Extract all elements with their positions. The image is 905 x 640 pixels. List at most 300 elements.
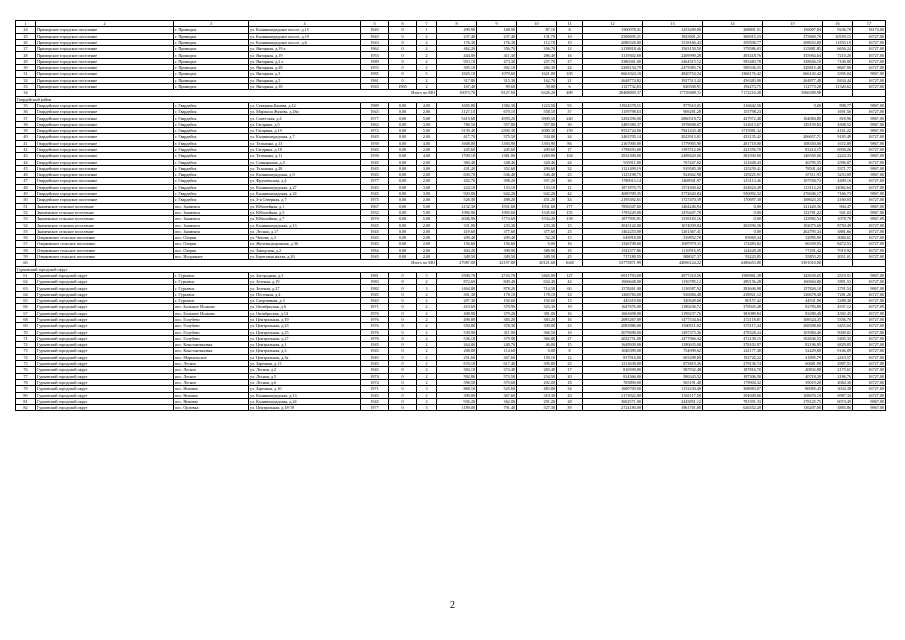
table-cell: 12: [557, 354, 583, 360]
table-cell: 0: [389, 342, 417, 348]
table-cell: 557,80: [477, 121, 517, 127]
table-cell: 16727,00: [853, 146, 886, 152]
table-cell: Гвардейское городское поселение: [36, 121, 174, 127]
table-cell: 872,60: [437, 279, 477, 285]
table-cell: 16727,00: [853, 298, 886, 304]
table-cell: 5,00: [417, 128, 437, 134]
table-cell: 0,00: [389, 159, 417, 165]
table-cell: 1962: [361, 121, 389, 127]
table-cell: 1943: [361, 39, 389, 45]
table-cell: 714,50: [517, 285, 557, 291]
table-cell: 8434,44: [823, 77, 853, 83]
subtotal-cell: 44096124,22: [643, 260, 703, 266]
table-cell: г. Приморск: [174, 52, 249, 58]
table-cell: ул. Лесная, д.6: [249, 379, 361, 385]
table-cell: 133,10: [477, 184, 517, 190]
table-cell: 1589961,39: [703, 272, 763, 278]
table-cell: ул. Калининградская, д.9: [249, 172, 361, 178]
table-cell: 301,30: [437, 291, 477, 297]
table-cell: 20: [557, 392, 583, 398]
table-cell: 2132,30: [437, 203, 477, 209]
table-cell: 2: [417, 323, 437, 329]
row-number: 61: [16, 272, 36, 278]
table-cell: 32: [557, 165, 583, 171]
table-cell: 0,00: [389, 253, 417, 259]
table-cell: 3298154,79: [583, 65, 643, 71]
table-cell: г. Гвардейск: [174, 102, 249, 108]
table-cell: 498,20: [477, 197, 517, 203]
table-cell: 11835,10: [823, 39, 853, 45]
table-cell: 588027,37: [643, 253, 703, 259]
table-cell: 15: [557, 342, 583, 348]
table-cell: 209,40: [437, 235, 477, 241]
table-cell: 754999,62: [643, 348, 703, 354]
table-cell: 1945: [361, 348, 389, 354]
table-cell: Знаменское сельское поселение: [36, 222, 174, 228]
table-cell: ул. Лесная, д.5: [249, 373, 361, 379]
table-cell: 1977: [361, 115, 389, 121]
table-cell: 122781,22: [763, 209, 823, 215]
row-number: 58: [16, 247, 36, 253]
table-cell: г. Приморск: [174, 27, 249, 33]
table-cell: 24: [557, 159, 583, 165]
table-cell: 34: [557, 197, 583, 203]
table-cell: ул. Юбилейная, д.5: [249, 209, 361, 215]
table-cell: 1715981,32: [703, 128, 763, 134]
table-cell: 1393,90: [477, 140, 517, 146]
table-cell: 1539183,16: [643, 216, 703, 222]
table-cell: 16: [557, 310, 583, 316]
table-cell: Гвардейское городское поселение: [36, 128, 174, 134]
table-cell: 383,20: [517, 316, 557, 322]
table-cell: 1927513,42: [643, 77, 703, 83]
table-cell: 1989: [361, 58, 389, 64]
table-cell: 0,00: [389, 216, 417, 222]
table-cell: пос. Марьяльское: [174, 354, 249, 360]
table-cell: 2519,51: [823, 272, 853, 278]
table-cell: 9867,00: [853, 71, 886, 77]
table-cell: 16: [557, 329, 583, 335]
column-number: 17: [853, 21, 886, 27]
column-number: 6: [389, 21, 417, 27]
table-cell: 159: [557, 128, 583, 134]
table-cell: 1945: [361, 159, 389, 165]
table-cell: 1976: [361, 323, 389, 329]
table-cell: 27: [557, 335, 583, 341]
table-cell: 539,90: [437, 329, 477, 335]
table-cell: 2475983,76: [643, 65, 703, 71]
table-cell: ул. Северная Канава, д.12: [249, 102, 361, 108]
table-cell: 2064,36: [823, 379, 853, 385]
table-cell: 2: [417, 348, 437, 354]
column-number: 5: [361, 21, 389, 27]
table-cell: 1983: [361, 279, 389, 285]
table-cell: 936,20: [437, 398, 477, 404]
row-number: 78: [16, 379, 36, 385]
table-cell: 0,00: [389, 228, 417, 234]
table-cell: 240: [557, 115, 583, 121]
table-cell: 172483,82: [703, 241, 763, 247]
table-cell: 216642,56: [703, 102, 763, 108]
table-cell: 0: [389, 77, 417, 83]
table-cell: 4308,52: [823, 121, 853, 127]
subtotal-label: Итого по МО: [36, 90, 437, 96]
row-number: 59: [16, 253, 36, 259]
table-cell: 483,80: [517, 386, 557, 392]
table-cell: 452,70: [437, 178, 477, 184]
table-cell: ул. Октябрьская, д.14: [249, 310, 361, 316]
table-cell: 2: [417, 65, 437, 71]
table-cell: Гурьевский городской округ: [36, 310, 174, 316]
table-cell: 5: [417, 272, 437, 278]
table-cell: 264877,48: [763, 77, 823, 83]
table-cell: 2,00: [417, 253, 437, 259]
table-cell: 170697,30: [703, 197, 763, 203]
table-cell: 362,00: [477, 398, 517, 404]
table-cell: Озерковское сельское поселение: [36, 235, 174, 241]
table-cell: ул. Тельмана, д.28: [249, 165, 361, 171]
table-cell: 262795,34: [763, 228, 823, 234]
table-cell: 1159798,63: [583, 109, 643, 115]
table-cell: ул. Заречная, д.10: [249, 386, 361, 392]
row-number: 70: [16, 329, 36, 335]
table-cell: 291,20: [517, 398, 557, 404]
table-cell: пос. Большое Исаково: [174, 310, 249, 316]
row-number: 33: [16, 83, 36, 89]
table-cell: 16727,00: [853, 291, 886, 297]
table-cell: 1198237,76: [643, 310, 703, 316]
table-cell: 1871870,75: [583, 184, 643, 190]
table-cell: 16727,00: [853, 197, 886, 203]
table-cell: 209,60: [517, 146, 557, 152]
table-cell: Гвардейское городское поселение: [36, 146, 174, 152]
table-cell: 179904,32: [703, 379, 763, 385]
table-cell: 462,20: [437, 46, 477, 52]
table-cell: 3386561,00: [583, 58, 643, 64]
table-cell: ул. Центральная, д.3: [249, 348, 361, 354]
table-cell: Гурьевский городской округ: [36, 272, 174, 278]
table-cell: 80085,45: [763, 386, 823, 392]
table-cell: 1774,60: [477, 216, 517, 222]
table-cell: Знаменское сельское поселение: [36, 228, 174, 234]
table-cell: 15: [557, 235, 583, 241]
table-cell: 0: [389, 329, 417, 335]
table-cell: 0: [389, 65, 417, 71]
table-cell: 1939: [361, 140, 389, 146]
table-cell: 617,40: [477, 361, 517, 367]
table-cell: 379,90: [477, 304, 517, 310]
table-cell: 2485380,37: [583, 121, 643, 127]
table-cell: 379,90: [477, 335, 517, 341]
table-cell: 276046,17: [763, 191, 823, 197]
table-cell: 9867,00: [853, 272, 886, 278]
table-cell: Приморское городское поселение: [36, 39, 174, 45]
table-cell: 103984,40: [763, 329, 823, 335]
table-cell: 2000,30: [517, 128, 557, 134]
subtotal-cell: 6286653,80: [703, 260, 763, 266]
table-cell: 312613,67: [703, 121, 763, 127]
table-cell: ул. Калининградская, д.13: [249, 222, 361, 228]
table-cell: Гвардейское городское поселение: [36, 159, 174, 165]
table-cell: 2167000,00: [583, 140, 643, 146]
table-cell: 129225,91: [703, 172, 763, 178]
table-cell: 83969,34: [703, 235, 763, 241]
table-cell: 2,00: [417, 146, 437, 152]
table-cell: 192720,22: [703, 354, 763, 360]
table-cell: 80157,42: [703, 298, 763, 304]
page-number: 2: [450, 600, 455, 611]
table-cell: ул. Советская, д.4: [249, 115, 361, 121]
table-cell: г. Приморск: [174, 65, 249, 71]
table-cell: 2: [417, 291, 437, 297]
table-cell: 41895,79: [763, 354, 823, 360]
table-cell: ул. Заречная, д.13: [249, 361, 361, 367]
table-cell: 1223,50: [517, 102, 557, 108]
row-number: 37: [16, 115, 36, 121]
table-cell: 381,00: [517, 310, 557, 316]
table-cell: г. Гвардейск: [174, 178, 249, 184]
table-cell: 2,00: [417, 197, 437, 203]
table-cell: 25: [557, 228, 583, 234]
subtotal-cell: 20121,60: [517, 260, 557, 266]
table-cell: 1962: [361, 46, 389, 52]
table-cell: ул. Юбилейная, д.7: [249, 216, 361, 222]
table-cell: 306915,33: [703, 33, 763, 39]
table-cell: 1110916,95: [643, 247, 703, 253]
table-cell: 587932,48: [643, 367, 703, 373]
row-number: 60: [16, 260, 36, 266]
table-cell: г. Гурьевск: [174, 279, 249, 285]
housing-register-table: [15, 20, 886, 411]
table-cell: г. Приморск: [174, 71, 249, 77]
row-number: 53: [16, 216, 36, 222]
table-cell: 1972: [361, 128, 389, 134]
table-cell: 0,00: [517, 241, 557, 247]
table-cell: 16727,00: [853, 109, 886, 115]
table-cell: 1152230,48: [643, 386, 703, 392]
table-cell: 9867,00: [853, 115, 886, 121]
table-cell: 0: [389, 279, 417, 285]
table-cell: 6: [557, 83, 583, 89]
table-cell: 14062,64: [823, 184, 853, 190]
table-cell: г. Гвардейск: [174, 153, 249, 159]
row-number: 52: [16, 209, 36, 215]
table-cell: 411,30: [477, 52, 517, 58]
table-cell: 0: [389, 71, 417, 77]
table-cell: 321420,36: [763, 203, 823, 209]
table-cell: 16727,00: [853, 39, 886, 45]
table-cell: 160664,80: [763, 279, 823, 285]
table-cell: 16727,00: [853, 367, 886, 373]
table-cell: 977610,01: [643, 102, 703, 108]
table-cell: 1476447,78: [643, 209, 703, 215]
table-cell: 1561117,58: [643, 392, 703, 398]
table-cell: 411,90: [477, 329, 517, 335]
table-cell: 2: [417, 58, 437, 64]
table-cell: 5,00: [417, 216, 437, 222]
table-cell: 93223,85: [703, 253, 763, 259]
table-cell: 9867,00: [853, 172, 886, 178]
table-cell: 1995,60: [477, 209, 517, 215]
table-cell: 1945: [361, 361, 389, 367]
table-cell: 155798,23: [703, 109, 763, 115]
table-cell: 478328,24: [703, 329, 763, 335]
table-cell: 16727,00: [853, 247, 886, 253]
table-cell: 1477534,64: [643, 316, 703, 322]
table-cell: 52429,80: [763, 348, 823, 354]
table-cell: 2158818,46: [583, 46, 643, 52]
table-cell: 9867,00: [853, 398, 886, 404]
table-cell: 6661024,18: [583, 71, 643, 77]
table-cell: 717180,55: [583, 253, 643, 259]
table-cell: 286,40: [517, 52, 557, 58]
table-cell: 1976: [361, 335, 389, 341]
table-cell: 1982: [361, 285, 389, 291]
table-cell: Гвардейское городское поселение: [36, 140, 174, 146]
table-cell: ул. Лесная, д.17: [249, 228, 361, 234]
table-cell: 112,70: [517, 39, 557, 45]
table-cell: 10: [557, 39, 583, 45]
table-cell: 1975: [361, 197, 389, 203]
table-cell: 3119302,68: [583, 52, 643, 58]
table-cell: 7210,20: [823, 52, 853, 58]
table-cell: 0: [389, 316, 417, 322]
table-cell: 209,40: [477, 235, 517, 241]
table-cell: 0,00: [389, 153, 417, 159]
table-cell: ул. Центральная, д.1: [249, 342, 361, 348]
table-cell: 233,30: [517, 222, 557, 228]
table-cell: 1945: [361, 27, 389, 33]
table-cell: 1825,10: [437, 71, 477, 77]
table-cell: 17: [557, 146, 583, 152]
table-cell: 1123198,75: [583, 172, 643, 178]
table-cell: 1970: [361, 216, 389, 222]
table-cell: 2: [417, 304, 437, 310]
column-number: 11: [557, 21, 583, 27]
table-cell: 3909,50: [517, 115, 557, 121]
table-cell: 5,00: [417, 209, 437, 215]
table-cell: 78501,44: [763, 165, 823, 171]
table-cell: 30: [557, 121, 583, 127]
table-cell: 9867,00: [853, 153, 886, 159]
table-cell: 3772620,84: [643, 191, 703, 197]
table-cell: 8: [557, 27, 583, 33]
table-cell: 3: [417, 405, 437, 411]
table-cell: ул. Центральная, д.27: [249, 335, 361, 341]
table-cell: 451,20: [517, 197, 557, 203]
row-number: 69: [16, 323, 36, 329]
table-cell: Приморское городское поселение: [36, 71, 174, 77]
table-cell: 20: [557, 373, 583, 379]
table-cell: г. Гвардейск: [174, 184, 249, 190]
table-cell: 1608,00: [437, 140, 477, 146]
table-cell: 102636,55: [763, 335, 823, 341]
table-cell: 3,00: [417, 184, 437, 190]
document-sheet: [15, 20, 885, 411]
table-cell: 818,96: [823, 115, 853, 121]
table-cell: 156,60: [477, 241, 517, 247]
table-cell: 419,60: [437, 228, 477, 234]
table-cell: 398,20: [477, 178, 517, 184]
table-cell: 5,00: [417, 115, 437, 121]
table-cell: 473,30: [477, 58, 517, 64]
table-cell: 16727,00: [853, 52, 886, 58]
table-cell: Гурьевский городской округ: [36, 329, 174, 335]
table-cell: 18: [557, 379, 583, 385]
table-cell: г. Приморск: [174, 58, 249, 64]
table-cell: 208398,60: [763, 323, 823, 329]
table-cell: ул. Янтарная, д.19: [249, 52, 361, 58]
table-cell: г. Гвардейск: [174, 197, 249, 203]
table-cell: 791,40: [477, 405, 517, 411]
table-cell: 1943: [361, 298, 389, 304]
table-cell: 0,00: [703, 228, 763, 234]
table-cell: 427972,48: [703, 115, 763, 121]
table-cell: 2,00: [417, 172, 437, 178]
table-cell: 12: [557, 46, 583, 52]
column-number: 8: [437, 21, 477, 27]
table-cell: 28: [557, 398, 583, 404]
table-cell: 670,10: [437, 361, 477, 367]
table-cell: 35853,25: [763, 253, 823, 259]
table-cell: ул. Калининградская, д.27: [249, 184, 361, 190]
table-cell: 349,50: [517, 253, 557, 259]
row-number: 43: [16, 153, 36, 159]
subtotal-cell: 8127,60: [477, 90, 517, 96]
table-cell: 25: [557, 361, 583, 367]
table-cell: 16: [557, 316, 583, 322]
table-cell: 355964,64: [763, 52, 823, 58]
table-cell: 666102,42: [763, 71, 823, 77]
table-cell: 0: [389, 291, 417, 297]
table-cell: 395,80: [517, 361, 557, 367]
table-cell: 630,70: [437, 172, 477, 178]
table-cell: 59,80: [517, 83, 557, 89]
table-cell: 394049,66: [703, 392, 763, 398]
table-cell: 6987,34: [823, 392, 853, 398]
table-cell: 16727,00: [853, 83, 886, 89]
row-number: 65: [16, 298, 36, 304]
table-cell: г. Приморск: [174, 46, 249, 52]
table-cell: ул. Песочная, д.4: [249, 291, 361, 297]
table-cell: 136207,00: [763, 405, 823, 411]
row-number: 75: [16, 361, 36, 367]
table-cell: 4161,22: [823, 128, 853, 134]
table-cell: 162,70: [517, 77, 557, 83]
row-number: 32: [16, 77, 36, 83]
table-cell: 16727,00: [853, 348, 886, 354]
table-cell: пос. Знаменск: [174, 203, 249, 209]
table-cell: 9867,00: [853, 121, 886, 127]
table-cell: 2051,01: [823, 253, 853, 259]
table-cell: 1931,60: [477, 203, 517, 209]
table-cell: 4977210,56: [643, 272, 703, 278]
table-cell: ул. Янтарная, д.28: [249, 65, 361, 71]
table-cell: 104: [557, 153, 583, 159]
table-cell: ул. Янтарная, д.3: [249, 71, 361, 77]
table-cell: 0: [389, 335, 417, 341]
table-cell: 16727,00: [853, 58, 886, 64]
table-cell: 6930,26: [823, 146, 853, 152]
table-cell: 289156,28: [703, 279, 763, 285]
table-cell: г. Приморск: [174, 39, 249, 45]
row-number: 62: [16, 279, 36, 285]
table-cell: 42: [557, 191, 583, 197]
table-cell: Гвардейское городское поселение: [36, 172, 174, 178]
table-cell: 356,70: [517, 46, 557, 52]
table-cell: 1985: [361, 71, 389, 77]
table-cell: 60: [557, 285, 583, 291]
